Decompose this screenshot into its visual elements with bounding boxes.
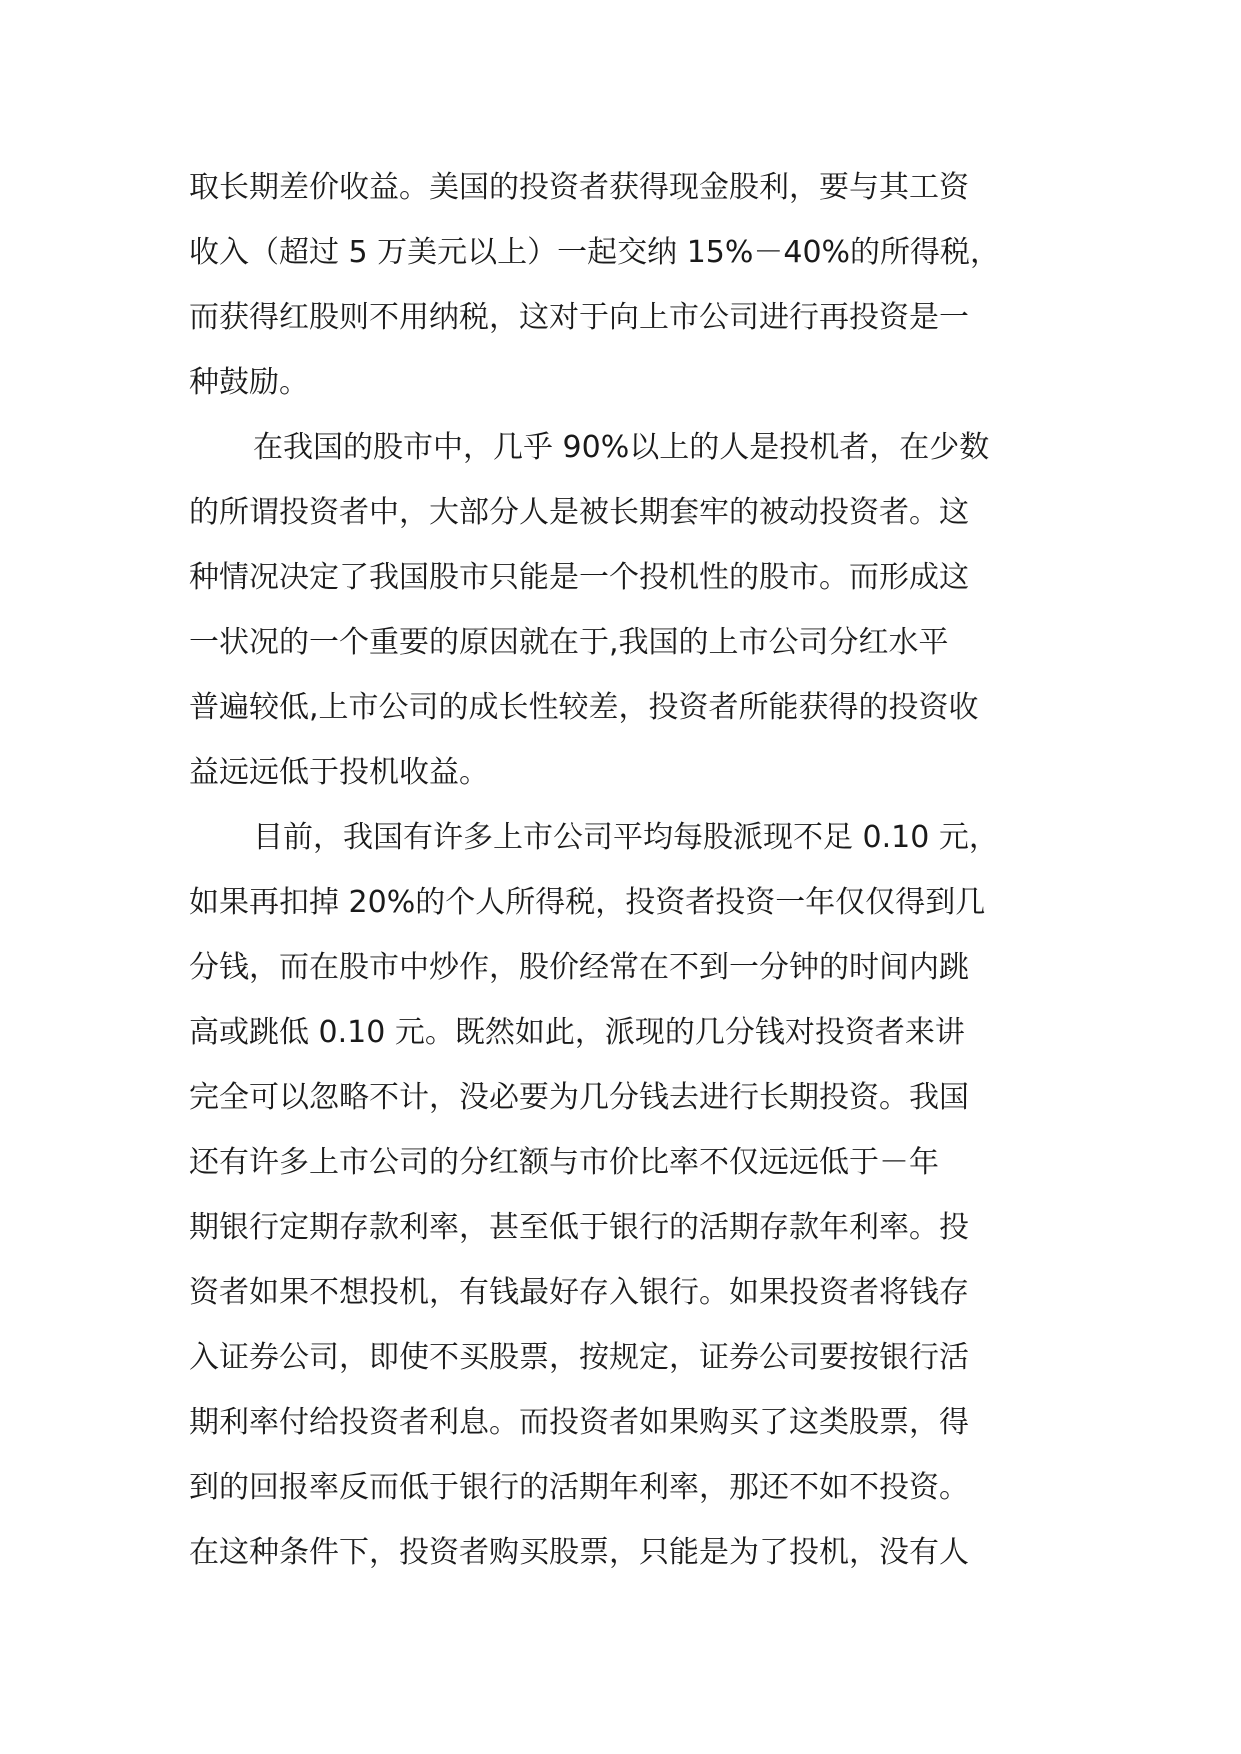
text-line: 还有许多上市公司的分红额与市价比率不仅远远低于－年: [189, 1145, 939, 1180]
text-line: 高或跳低 0.10 元。既然如此，派现的几分钱对投资者来讲: [189, 1015, 965, 1050]
text-line: 益远远低于投机收益。: [189, 755, 489, 790]
text-line: 普遍较低,上市公司的成长性较差，投资者所能获得的投资收: [189, 690, 979, 725]
text-line: 取长期差价收益。美国的投资者获得现金股利，要与其工资: [189, 170, 969, 205]
body-text: [189, 155, 1089, 1585]
text-line: 期银行定期存款利率，甚至低于银行的活期存款年利率。投: [189, 1210, 969, 1245]
paragraph-first-line: 在我国的股市中，几乎 90%以上的人是投机者，在少数: [253, 430, 990, 465]
text-line: 在这种条件下，投资者购买股票，只能是为了投机，没有人: [189, 1535, 969, 1570]
text-line: 完全可以忽略不计，没必要为几分钱去进行长期投资。我国: [189, 1080, 969, 1115]
text-line: 的所谓投资者中，大部分人是被长期套牢的被动投资者。这: [189, 495, 969, 530]
text-line: 一状况的一个重要的原因就在于,我国的上市公司分红水平: [189, 625, 949, 660]
text-line: 分钱，而在股市中炒作，股价经常在不到一分钟的时间内跳: [189, 950, 969, 985]
text-line: 而获得红股则不用纳税，这对于向上市公司进行再投资是一: [189, 300, 969, 335]
text-line: 到的回报率反而低于银行的活期年利率，那还不如不投资。: [189, 1470, 969, 1505]
text-line: 期利率付给投资者利息。而投资者如果购买了这类股票，得: [189, 1405, 969, 1440]
text-line: 入证券公司，即使不买股票，按规定，证券公司要按银行活: [189, 1340, 969, 1375]
text-line: 收入（超过 5 万美元以上）一起交纳 15%－40%的所得税，: [189, 235, 1001, 270]
text-line: 种鼓励。: [189, 365, 309, 400]
paragraph-first-line: 目前，我国有许多上市公司平均每股派现不足 0.10 元，: [253, 820, 999, 855]
text-line: 种情况决定了我国股市只能是一个投机性的股市。而形成这: [189, 560, 969, 595]
text-line: 如果再扣掉 20%的个人所得税，投资者投资一年仅仅得到几: [189, 885, 986, 920]
text-line: 资者如果不想投机，有钱最好存入银行。如果投资者将钱存: [189, 1275, 969, 1310]
